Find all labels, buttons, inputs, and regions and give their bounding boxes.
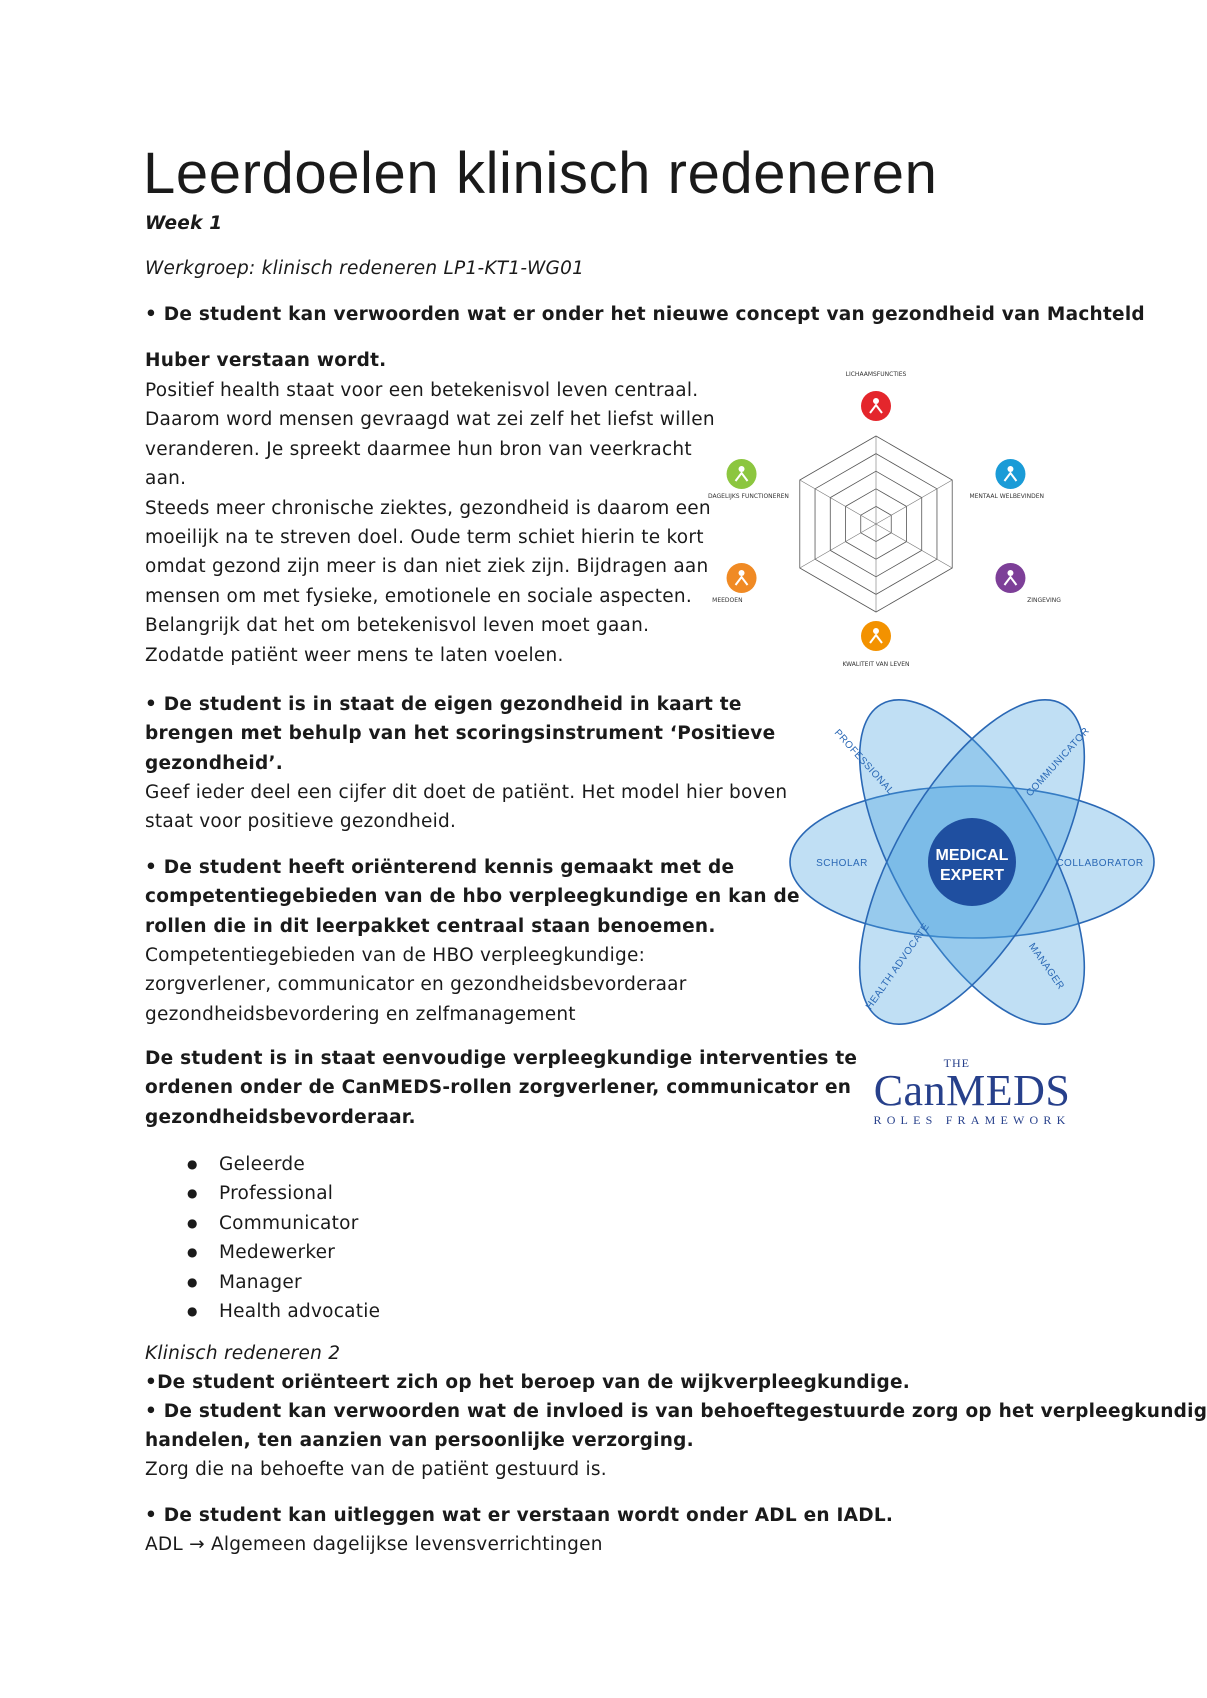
werkgroep-label: Werkgroep: klinisch redeneren LP1-KT1-WG01: [145, 258, 585, 279]
goal3-body-line: Competentiegebieden van de HBO verpleegkundige:: [145, 945, 646, 966]
goal2-body-line: staat voor positieve gezondheid.: [145, 811, 457, 833]
goal2-heading-line: • De student is in staat de eigen gezondheid in kaart te: [145, 694, 742, 715]
goal2-heading: [145, 690, 775, 778]
goal4-heading-line: ordenen onder de CanMEDS-rollen zorgverlener, communicator en: [145, 1077, 852, 1099]
logo-subtitle: ROLES FRAMEWORK: [873, 1113, 1071, 1127]
goal3-body-line: zorgverlener, communicator en gezondheidsbevorderaar: [145, 974, 687, 996]
goal2-heading-line: brengen met behulp van het scoringsinstrument ‘Positieve: [145, 723, 776, 745]
goal1-body-line: Zodatde patiënt weer mens te laten voelen.: [145, 644, 564, 666]
logo-name: CanMEDS: [873, 1066, 1071, 1115]
list-item: ● Communicator: [145, 1209, 380, 1238]
spider-label: MEEDOEN: [712, 597, 743, 604]
participation-icon-head: [739, 570, 745, 576]
canmeds-role-label: COMMUNICATOR: [1024, 725, 1092, 800]
spider-label: LICHAAMSFUNCTIES: [845, 371, 907, 378]
spider-label: DAGELIJKS FUNCTIONEREN: [708, 493, 789, 500]
goal4-heading: [145, 1044, 857, 1132]
goal1-heading-line1: • De student kan verwoorden wat er onder het nieuwe concept van gezondheid van Machteld: [145, 304, 1145, 325]
spider-label: MENTAAL WELBEVINDEN: [969, 493, 1044, 500]
goal2-body: [145, 778, 787, 837]
canmeds-logo: [862, 1057, 1082, 1127]
canmeds-role-label: SCHOLAR: [816, 858, 868, 869]
spider-spoke: [876, 480, 952, 524]
goal1-body-line: veranderen. Je spreekt daarmee hun bron van veerkracht: [145, 438, 692, 460]
canmeds-role-label: MANAGER: [1026, 941, 1067, 992]
quality-of-life-icon-head: [873, 628, 879, 634]
section2-goal-b-line1: • De student kan verwoorden wat de invloed is van behoeftegestuurde zorg op het verpleegkundig: [145, 1401, 1207, 1422]
adl-prefix: ADL: [145, 1534, 183, 1555]
list-item: ● Geleerde: [145, 1150, 380, 1179]
list-item: ● Medewerker: [145, 1238, 380, 1267]
goal1-body: [145, 376, 715, 670]
goal3-body: [145, 941, 687, 1029]
canmeds-role-label: COLLABORATOR: [1056, 858, 1144, 869]
section2-goal-b-body: Zorg die na behoefte van de patiënt gestuurd is.: [145, 1459, 607, 1480]
mind-icon-head: [1007, 466, 1013, 472]
goal1-body-line: aan.: [145, 468, 187, 490]
goal4-heading-line: gezondheidsbevorderaar.: [145, 1106, 416, 1128]
meaning-icon-head: [1007, 570, 1013, 576]
canmeds-role-label: PROFESSIONAL: [831, 727, 896, 798]
section2-goal-c: • De student kan uitleggen wat er verstaan wordt onder ADL en IADL.: [145, 1505, 894, 1526]
goal3-heading: [145, 853, 800, 941]
list-item: ● Health advocatie: [145, 1297, 380, 1326]
center-label-line1: MEDICAL: [935, 847, 1009, 864]
spider-web: [800, 436, 952, 612]
canmeds-role-label: HEALTH ADVOCATE: [863, 921, 932, 1012]
daily-functioning-icon-head: [739, 466, 745, 472]
body-icon-head: [873, 398, 879, 404]
canmeds-roles-list: [145, 1150, 380, 1326]
goal3-heading-line: rollen die in dit leerpakket centraal staan benoemen.: [145, 915, 716, 937]
adl-definition: Algemeen dagelijkse levensverrichtingen: [211, 1534, 603, 1555]
goal1-body-line: Steeds meer chronische ziektes, gezondheid is daarom een: [145, 497, 711, 519]
positive-health-spider-diagram: [706, 362, 1061, 676]
goal1-body-line: mensen om met fysieke, emotionele en sociale aspecten.: [145, 585, 692, 607]
list-item: ● Manager: [145, 1268, 380, 1297]
goal2-heading-line: gezondheid’.: [145, 752, 284, 774]
arrow-right-icon: →: [189, 1534, 205, 1555]
goal1-body-line: Positief health staat voor een betekenisvol leven centraal.: [145, 380, 699, 401]
logo-the: THE: [943, 1056, 970, 1070]
goal4-heading-line: De student is in staat eenvoudige verpleegkundige interventies te: [145, 1048, 858, 1069]
goal1-body-line: moeilijk na te streven doel. Oude term schiet hierin te kort: [145, 527, 704, 549]
goal3-heading-line: • De student heeft oriënterend kennis gemaakt met de: [145, 857, 735, 878]
spider-spoke: [800, 480, 876, 524]
goal1-heading-line2: Huber verstaan wordt.: [145, 350, 387, 371]
spider-spoke: [800, 524, 876, 568]
week-label: Week 1: [145, 213, 223, 234]
spider-spoke: [876, 524, 952, 568]
goal1-body-line: Belangrijk dat het om betekenisvol leven moet gaan.: [145, 615, 650, 637]
goal3-heading-line: competentiegebieden van de hbo verpleegkundige en kan de: [145, 886, 800, 908]
center-label-line2: EXPERT: [939, 867, 1005, 884]
section2-goal-a: •De student oriënteert zich op het beroep van de wijkverpleegkundige.: [145, 1372, 911, 1393]
spider-label: KWALITEIT VAN LEVEN: [842, 661, 910, 668]
canmeds-flower-diagram: [782, 700, 1162, 1050]
goal2-body-line: Geef ieder deel een cijfer dit doet de patiënt. Het model hier boven: [145, 782, 788, 803]
goal3-body-line: gezondheidsbevordering en zelfmanagement: [145, 1003, 576, 1025]
section2-goal-b-line2: handelen, ten aanzien van persoonlijke verzorging.: [145, 1430, 694, 1451]
list-item: ● Professional: [145, 1179, 380, 1208]
goal1-body-line: omdat gezond zijn meer is dan niet ziek zijn. Bijdragen aan: [145, 556, 709, 578]
spider-label: ZINGEVING: [1027, 597, 1061, 604]
page-title: Leerdoelen klinisch redeneren: [143, 141, 938, 206]
section2-title: Klinisch redeneren 2: [145, 1343, 341, 1364]
adl-line: [145, 1534, 603, 1555]
goal1-body-line: Daarom word mensen gevraagd wat zei zelf het liefst willen: [145, 409, 715, 431]
